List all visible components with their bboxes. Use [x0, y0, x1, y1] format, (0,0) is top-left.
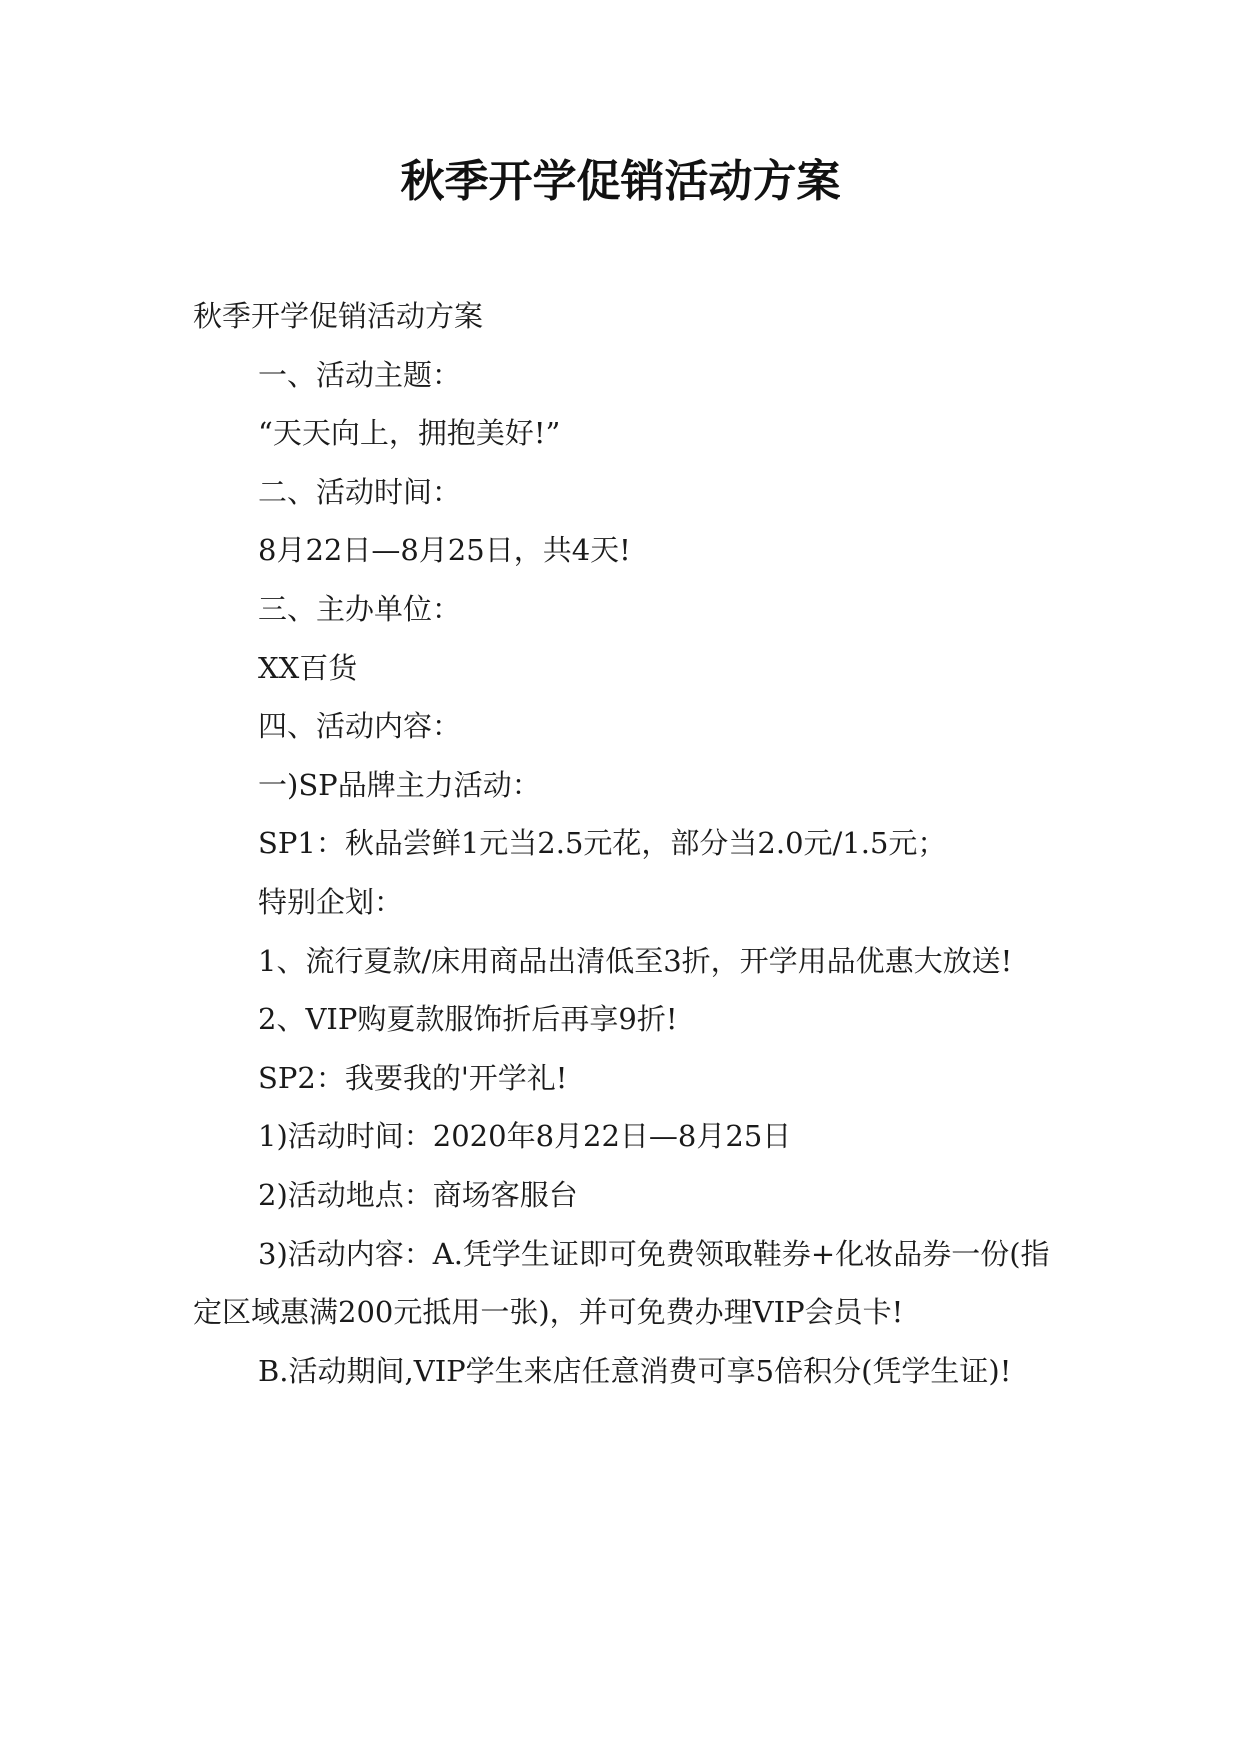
organizer-name: XX百货 [258, 650, 358, 685]
special-plan-item-2: 2、VIP购夏款服饰折后再享9折! [258, 1002, 678, 1037]
sp-brand-heading: 一)SP品牌主力活动： [258, 767, 541, 802]
sp2-content-b: B.活动期间,VIP学生来店任意消费可享5倍积分(凭学生证)! [258, 1353, 1012, 1388]
special-plan-item-1: 1、流行夏款/床用商品出清低至3折，开学用品优惠大放送! [258, 943, 1013, 978]
theme-slogan: “天天向上，拥抱美好!” [258, 416, 561, 451]
sp2-location: 2)活动地点：商场客服台 [258, 1177, 578, 1212]
section-organizer-heading: 三、主办单位： [258, 591, 462, 626]
section-theme-heading: 一、活动主题： [258, 357, 462, 392]
special-plan-heading: 特别企划： [258, 884, 404, 919]
event-dates: 8月22日—8月25日，共4天! [258, 533, 631, 568]
sp2-content-a: 3)活动内容：A.凭学生证即可免费领取鞋券+化妆品券一份(指定区域惠满200元抵用一张)，并可免费办理VIP会员卡! [193, 1236, 1050, 1330]
sp2-time: 1)活动时间：2020年8月22日—8月25日 [258, 1119, 792, 1154]
document-title: 秋季开学促销活动方案 [400, 156, 841, 207]
section-content-heading: 四、活动内容： [258, 709, 462, 744]
document-body [193, 287, 1057, 1400]
section-time-heading: 二、活动时间： [258, 474, 462, 509]
sp2-item: SP2：我要我的'开学礼! [258, 1060, 568, 1095]
sp1-item: SP1：秋品尝鲜1元当2.5元花，部分当2.0元/1.5元； [258, 826, 947, 861]
body-heading: 秋季开学促销活动方案 [193, 299, 484, 333]
